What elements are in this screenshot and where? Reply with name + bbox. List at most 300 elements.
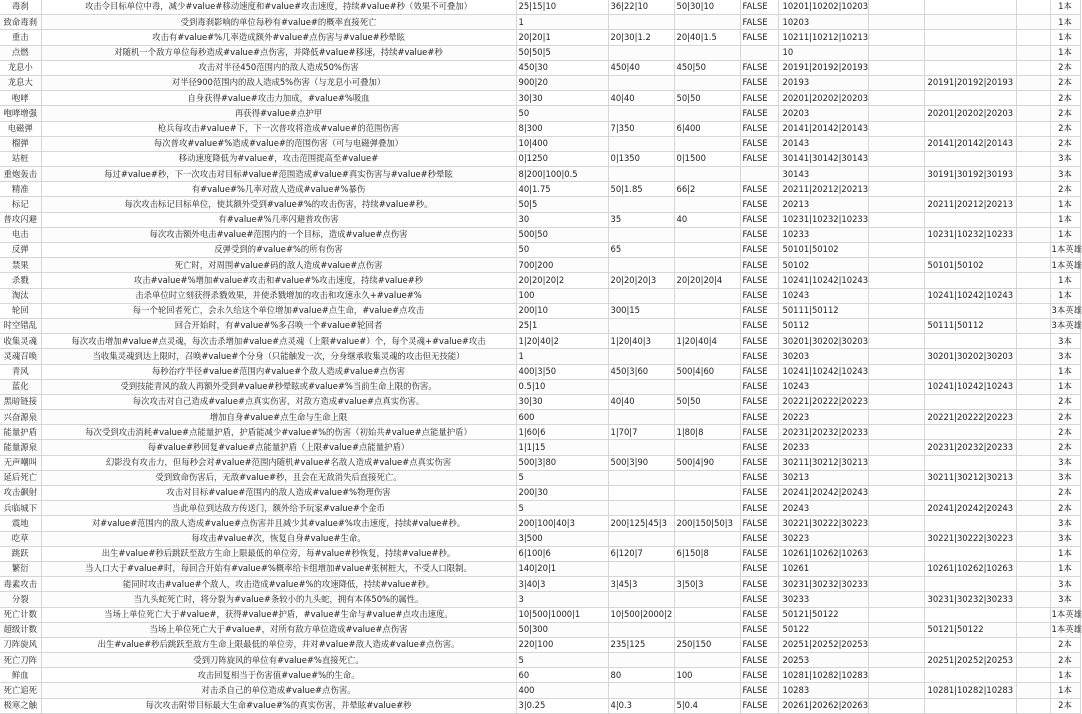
cell[interactable] [608, 486, 674, 501]
cell[interactable]: 50111|50112 [924, 318, 1016, 333]
cell[interactable] [924, 121, 1016, 136]
cell[interactable]: 每一个轮回者死亡，会永久给这个单位增加#value#点生命，#value#点攻击 [41, 303, 516, 318]
cell[interactable]: 200|125|45|3 [608, 516, 674, 531]
cell[interactable] [608, 106, 674, 121]
cell[interactable]: FALSE [740, 349, 778, 364]
cell[interactable]: 100 [516, 288, 608, 303]
cell[interactable]: 40|40 [608, 91, 674, 106]
cell[interactable] [1016, 394, 1050, 409]
cell[interactable]: 3|45|3 [608, 577, 674, 592]
cell[interactable] [924, 394, 1016, 409]
cell[interactable]: 50|5 [516, 197, 608, 212]
cell[interactable] [1016, 546, 1050, 561]
cell[interactable]: FALSE [740, 637, 778, 652]
cell[interactable] [674, 75, 740, 90]
cell[interactable]: 2本 [1050, 410, 1080, 425]
cell[interactable]: 20|20|20|3 [608, 273, 674, 288]
cell[interactable]: FALSE [740, 394, 778, 409]
cell[interactable] [868, 303, 924, 318]
cell[interactable]: FALSE [740, 455, 778, 470]
cell[interactable]: 兴奋源泉 [0, 410, 41, 425]
cell[interactable] [868, 151, 924, 166]
cell[interactable]: 当场上单位死亡大于#value#，对所有敌方单位造成#value#点伤害 [41, 622, 516, 637]
cell[interactable]: 20211|20212|20213 [924, 197, 1016, 212]
cell[interactable] [868, 379, 924, 394]
cell[interactable]: 攻击对半径450范围内的敌人造成50%伤害 [41, 60, 516, 75]
cell[interactable] [608, 531, 674, 546]
cell[interactable] [608, 561, 674, 576]
cell[interactable] [674, 486, 740, 501]
cell[interactable] [674, 531, 740, 546]
cell[interactable]: 每次受到攻击消耗#value#点能量护盾，护盾能减少#value#%的伤害（初始共#value#点能量护盾） [41, 425, 516, 440]
cell[interactable] [868, 45, 924, 60]
cell[interactable]: 受到毒刹影响的单位每秒有#value#的概率直接死亡 [41, 15, 516, 30]
cell[interactable]: 黑暗链接 [0, 394, 41, 409]
cell[interactable]: FALSE [740, 303, 778, 318]
cell[interactable] [868, 182, 924, 197]
cell[interactable]: 20231|20232|20233 [778, 425, 868, 440]
cell[interactable]: 66|2 [674, 182, 740, 197]
cell[interactable]: 死亡时，对周围#value#码的敌人造成#value#点伤害 [41, 258, 516, 273]
cell[interactable]: 40|40 [608, 394, 674, 409]
cell[interactable] [868, 394, 924, 409]
cell[interactable]: 攻击有#value#%几率造成额外#value#点伤害与#value#秒晕眩 [41, 30, 516, 45]
cell[interactable]: 有#value#%几率对敌人造成#value#%暴伤 [41, 182, 516, 197]
cell[interactable]: 3本 [1050, 470, 1080, 485]
cell[interactable]: 0|1250 [516, 151, 608, 166]
cell[interactable]: 3本 [1050, 577, 1080, 592]
cell[interactable]: 自身获得#value#攻击力加成，#value#%吸血 [41, 91, 516, 106]
cell[interactable]: 100 [674, 668, 740, 683]
cell[interactable] [868, 561, 924, 576]
cell[interactable]: 200|30 [516, 486, 608, 501]
cell[interactable] [868, 668, 924, 683]
cell[interactable] [674, 501, 740, 516]
cell[interactable] [868, 349, 924, 364]
cell[interactable]: 1本 [1050, 15, 1080, 30]
cell[interactable]: 攻击飙射 [0, 486, 41, 501]
cell[interactable]: 能量源泉 [0, 440, 41, 455]
cell[interactable] [674, 45, 740, 60]
cell[interactable] [924, 334, 1016, 349]
cell[interactable]: 刀阵旋风 [0, 637, 41, 652]
cell[interactable] [868, 440, 924, 455]
cell[interactable]: 攻击#value#%增加#value#攻击和#value#%攻击速度，持续#value#秒 [41, 273, 516, 288]
cell[interactable]: 50|300 [516, 622, 608, 637]
cell[interactable]: 1|80|8 [674, 425, 740, 440]
cell[interactable]: 5 [516, 470, 608, 485]
cell[interactable]: 50|50 [674, 394, 740, 409]
cell[interactable]: 8|200|100|0.5 [516, 167, 608, 182]
cell[interactable] [1016, 182, 1050, 197]
cell[interactable] [1016, 197, 1050, 212]
cell[interactable] [1016, 668, 1050, 683]
cell[interactable]: 3|40|3 [516, 577, 608, 592]
cell[interactable]: 20141|20142|20143 [924, 136, 1016, 151]
cell[interactable]: 2本 [1050, 501, 1080, 516]
cell[interactable] [924, 0, 1016, 15]
cell[interactable]: 50|1.85 [608, 182, 674, 197]
cell[interactable] [1016, 227, 1050, 242]
cell[interactable]: 5|0.4 [674, 698, 740, 713]
cell[interactable] [868, 531, 924, 546]
cell[interactable]: 20|20|20|4 [674, 273, 740, 288]
cell[interactable] [674, 410, 740, 425]
cell[interactable] [868, 136, 924, 151]
cell[interactable] [1016, 531, 1050, 546]
cell[interactable]: 20223 [778, 410, 868, 425]
cell[interactable]: 60 [516, 668, 608, 683]
cell[interactable]: 1本英雄 [1050, 243, 1080, 258]
cell[interactable]: FALSE [740, 106, 778, 121]
cell[interactable]: 10261|10262|10263 [924, 561, 1016, 576]
cell[interactable]: 20143 [778, 136, 868, 151]
cell[interactable]: FALSE [740, 136, 778, 151]
cell[interactable] [674, 167, 740, 182]
cell[interactable]: 反弹 [0, 243, 41, 258]
cell[interactable]: FALSE [740, 622, 778, 637]
cell[interactable]: 震地 [0, 516, 41, 531]
cell[interactable]: 1本 [1050, 212, 1080, 227]
cell[interactable] [608, 75, 674, 90]
cell[interactable]: 每过#value#秒，下一次攻击对目标#value#范围造成#value#真实伤害与#value#秒晕眩 [41, 167, 516, 182]
cell[interactable]: 6|100|6 [516, 546, 608, 561]
cell[interactable]: FALSE [740, 425, 778, 440]
cell[interactable]: 20201|20202|20203 [924, 106, 1016, 121]
cell[interactable]: 3本 [1050, 349, 1080, 364]
cell[interactable]: 10|500|2000|2 [608, 607, 674, 622]
cell[interactable]: FALSE [740, 182, 778, 197]
cell[interactable] [608, 683, 674, 698]
cell[interactable]: 20261|20262|20263 [778, 698, 868, 713]
cell[interactable]: 20241|20242|20243 [924, 501, 1016, 516]
cell[interactable]: 400|3|50 [516, 364, 608, 379]
cell[interactable]: 20193 [778, 75, 868, 90]
cell[interactable] [608, 227, 674, 242]
cell[interactable]: FALSE [740, 60, 778, 75]
cell[interactable] [1016, 592, 1050, 607]
cell[interactable] [1016, 410, 1050, 425]
cell[interactable]: 10231|10232|10233 [778, 212, 868, 227]
cell[interactable] [868, 273, 924, 288]
cell[interactable] [1016, 243, 1050, 258]
cell[interactable] [868, 637, 924, 652]
cell[interactable]: 出生#value#秒后跳跃至敌方生命上限最低的单位旁，并对#value#敌人造成#value#点伤害。 [41, 637, 516, 652]
cell[interactable]: 50102 [778, 258, 868, 273]
cell[interactable]: 2本 [1050, 425, 1080, 440]
cell[interactable] [868, 592, 924, 607]
cell[interactable]: FALSE [740, 379, 778, 394]
cell[interactable]: 1本英雄 [1050, 607, 1080, 622]
cell[interactable] [1016, 577, 1050, 592]
cell[interactable]: 30|30 [516, 91, 608, 106]
cell[interactable] [674, 197, 740, 212]
cell[interactable] [608, 167, 674, 182]
cell[interactable]: 200|10 [516, 303, 608, 318]
cell[interactable]: 10241|10242|10243 [778, 364, 868, 379]
cell[interactable]: 30211|30212|30213 [778, 455, 868, 470]
cell[interactable]: 繁衍 [0, 561, 41, 576]
cell[interactable]: FALSE [740, 197, 778, 212]
cell[interactable] [608, 288, 674, 303]
cell[interactable]: 30143 [778, 167, 868, 182]
cell[interactable]: 10|500|1000|1 [516, 607, 608, 622]
cell[interactable]: FALSE [740, 698, 778, 713]
cell[interactable] [924, 607, 1016, 622]
cell[interactable]: 重击 [0, 30, 41, 45]
cell[interactable] [924, 60, 1016, 75]
cell[interactable] [1016, 136, 1050, 151]
cell[interactable]: 1|60|6 [516, 425, 608, 440]
cell[interactable]: 20|30|1.2 [608, 30, 674, 45]
cell[interactable]: 1本 [1050, 45, 1080, 60]
cell[interactable]: 10281|10282|10283 [924, 683, 1016, 698]
cell[interactable] [868, 577, 924, 592]
cell[interactable]: 30231|30232|30233 [924, 592, 1016, 607]
cell[interactable]: 20191|20192|20193 [778, 60, 868, 75]
cell[interactable]: FALSE [740, 364, 778, 379]
cell[interactable]: 受到技能青风的敌人再额外受到#value#秒晕眩或#value#%当前生命上限的伤害。 [41, 379, 516, 394]
cell[interactable]: 2本 [1050, 136, 1080, 151]
cell[interactable]: 击杀单位时立刻获得杀戮效果，并使杀戮增加的攻击和攻速永久+#value#% [41, 288, 516, 303]
cell[interactable]: 1|20|40|4 [674, 334, 740, 349]
cell[interactable]: FALSE [740, 212, 778, 227]
cell[interactable]: 受到刀阵旋风的单位有#value#%直接死亡。 [41, 653, 516, 668]
cell[interactable]: FALSE [740, 440, 778, 455]
cell[interactable] [924, 15, 1016, 30]
cell[interactable]: 每攻击#value#次，恢复自身#value#生命。 [41, 531, 516, 546]
cell[interactable]: FALSE [740, 592, 778, 607]
cell[interactable] [1016, 622, 1050, 637]
cell[interactable]: 致命毒刹 [0, 15, 41, 30]
cell[interactable] [608, 379, 674, 394]
cell[interactable]: 死亡计数 [0, 607, 41, 622]
cell[interactable]: 30231|30232|30233 [778, 577, 868, 592]
cell[interactable]: 50 [516, 243, 608, 258]
cell[interactable]: 40 [674, 212, 740, 227]
cell[interactable]: 200|100|40|3 [516, 516, 608, 531]
cell[interactable]: 50111|50112 [778, 303, 868, 318]
cell[interactable]: 450|40 [608, 60, 674, 75]
cell[interactable] [924, 577, 1016, 592]
cell[interactable] [868, 455, 924, 470]
cell[interactable] [924, 30, 1016, 45]
cell[interactable]: 20|40|1.5 [674, 30, 740, 45]
cell[interactable] [674, 227, 740, 242]
cell[interactable] [1016, 698, 1050, 713]
cell[interactable]: 4|0.3 [608, 698, 674, 713]
cell[interactable]: 30223 [778, 531, 868, 546]
cell[interactable]: 500|50 [516, 227, 608, 242]
cell[interactable] [674, 136, 740, 151]
cell[interactable] [868, 364, 924, 379]
cell[interactable] [674, 15, 740, 30]
cell[interactable]: 有#value#%几率闪避普攻伤害 [41, 212, 516, 227]
cell[interactable]: FALSE [740, 410, 778, 425]
cell[interactable]: 每#value#秒回复#value#点能量护盾（上限#value#点能量护盾） [41, 440, 516, 455]
cell[interactable]: 50|30|10 [674, 0, 740, 15]
cell[interactable] [868, 30, 924, 45]
cell[interactable] [868, 470, 924, 485]
cell[interactable]: 禁果 [0, 258, 41, 273]
cell[interactable]: 7|350 [608, 121, 674, 136]
cell[interactable] [608, 622, 674, 637]
cell[interactable]: 每次攻击标记目标单位，使其额外受到#value#%的攻击伤害，持续#value#秒。 [41, 197, 516, 212]
cell[interactable]: 10241|10242|10243 [924, 379, 1016, 394]
cell[interactable]: 5 [516, 501, 608, 516]
cell[interactable]: 10261 [778, 561, 868, 576]
cell[interactable] [1016, 151, 1050, 166]
cell[interactable]: 10241|10242|10243 [924, 288, 1016, 303]
cell[interactable]: 30233 [778, 592, 868, 607]
cell[interactable]: FALSE [740, 501, 778, 516]
cell[interactable]: 极寒之触 [0, 698, 41, 713]
cell[interactable]: 450|3|60 [608, 364, 674, 379]
cell[interactable]: 1 [516, 349, 608, 364]
cell[interactable]: FALSE [740, 75, 778, 90]
cell[interactable] [868, 683, 924, 698]
cell[interactable]: 1本 [1050, 561, 1080, 576]
cell[interactable] [868, 197, 924, 212]
cell[interactable]: 6|400 [674, 121, 740, 136]
cell[interactable]: 30201|30202|30203 [778, 334, 868, 349]
cell[interactable]: 点燃 [0, 45, 41, 60]
cell[interactable]: 2本 [1050, 91, 1080, 106]
cell[interactable] [1016, 303, 1050, 318]
cell[interactable]: 1本 [1050, 0, 1080, 15]
cell[interactable] [1016, 486, 1050, 501]
cell[interactable]: 枪兵每攻击#value#下，下一次普攻将造成#value#的范围伤害 [41, 121, 516, 136]
cell[interactable] [608, 136, 674, 151]
cell[interactable] [868, 486, 924, 501]
cell[interactable]: 500|3|80 [516, 455, 608, 470]
cell[interactable]: 450|50 [674, 60, 740, 75]
cell[interactable]: 6|120|7 [608, 546, 674, 561]
cell[interactable]: 幻影没有攻击力，但每秒会对#value#范围内随机#value#名敌人造成#value#点真实伤害 [41, 455, 516, 470]
cell[interactable]: 300|15 [608, 303, 674, 318]
cell[interactable]: 2本 [1050, 394, 1080, 409]
cell[interactable] [924, 364, 1016, 379]
cell[interactable]: 1|70|7 [608, 425, 674, 440]
cell[interactable]: FALSE [740, 561, 778, 576]
cell[interactable] [868, 75, 924, 90]
cell[interactable] [1016, 637, 1050, 652]
cell[interactable] [1016, 379, 1050, 394]
cell[interactable] [868, 410, 924, 425]
cell[interactable]: 200|150|50|3 [674, 516, 740, 531]
cell[interactable]: 2本 [1050, 182, 1080, 197]
cell[interactable]: 20221|20222|20223 [924, 410, 1016, 425]
cell[interactable] [674, 288, 740, 303]
cell[interactable]: 死亡追死 [0, 683, 41, 698]
cell[interactable] [868, 60, 924, 75]
cell[interactable]: 移动速度降低为#value#，攻击范围提高至#value# [41, 151, 516, 166]
cell[interactable]: FALSE [740, 273, 778, 288]
cell[interactable] [924, 486, 1016, 501]
cell[interactable] [608, 15, 674, 30]
cell[interactable] [608, 470, 674, 485]
cell[interactable]: FALSE [740, 683, 778, 698]
cell[interactable]: 10243 [778, 288, 868, 303]
cell[interactable] [1016, 318, 1050, 333]
cell[interactable]: 20221|20222|20223 [778, 394, 868, 409]
cell[interactable]: 毒素攻击 [0, 577, 41, 592]
cell[interactable]: 出生#value#秒后跳跃至敌方生命上限最低的单位旁，每#value#秒恢复，持续#value#秒。 [41, 546, 516, 561]
cell[interactable]: 对随机一个敌方单位每秒造成#value#点伤害，并降低#value#移速，持续#value#秒 [41, 45, 516, 60]
cell[interactable] [674, 440, 740, 455]
cell[interactable] [924, 45, 1016, 60]
cell[interactable]: FALSE [740, 334, 778, 349]
cell[interactable]: 1|20|40|3 [608, 334, 674, 349]
cell[interactable]: FALSE [740, 91, 778, 106]
cell[interactable]: 8|300 [516, 121, 608, 136]
cell[interactable] [868, 0, 924, 15]
cell[interactable]: 30221|30222|30223 [924, 531, 1016, 546]
cell[interactable]: 20213 [778, 197, 868, 212]
cell[interactable]: 轮回 [0, 303, 41, 318]
cell[interactable] [1016, 334, 1050, 349]
cell[interactable]: 收集灵魂 [0, 334, 41, 349]
cell[interactable]: 0|1500 [674, 151, 740, 166]
cell[interactable]: FALSE [740, 0, 778, 15]
cell[interactable] [868, 212, 924, 227]
cell[interactable] [1016, 212, 1050, 227]
cell[interactable] [924, 212, 1016, 227]
cell[interactable]: FALSE [740, 121, 778, 136]
cell[interactable]: 50121|50122 [778, 607, 868, 622]
cell[interactable] [1016, 121, 1050, 136]
cell[interactable]: 延后死亡 [0, 470, 41, 485]
cell[interactable] [868, 288, 924, 303]
cell[interactable]: 10 [778, 45, 868, 60]
cell[interactable]: 2本 [1050, 653, 1080, 668]
cell[interactable]: 30213 [778, 470, 868, 485]
cell[interactable]: 500|4|90 [674, 455, 740, 470]
cell[interactable]: 龙息大 [0, 75, 41, 90]
cell[interactable]: FALSE [740, 486, 778, 501]
cell[interactable] [608, 197, 674, 212]
cell[interactable]: 10231|10232|10233 [924, 227, 1016, 242]
cell[interactable]: 当此单位到达敌方传送门，额外给予玩家#value#个金币 [41, 501, 516, 516]
cell[interactable]: 3本英雄 [1050, 318, 1080, 333]
cell[interactable]: 1本 [1050, 668, 1080, 683]
cell[interactable]: 对半径900范围内的敌人造成5%伤害（与龙息小可叠加） [41, 75, 516, 90]
cell[interactable]: 当人口大于#value#时，每回合开始有#value#%概率给卡组增加#value#张树桩大，不受人口限制。 [41, 561, 516, 576]
cell[interactable] [924, 668, 1016, 683]
cell[interactable]: 30 [516, 212, 608, 227]
cell[interactable]: 3本英雄 [1050, 303, 1080, 318]
cell[interactable]: 吃草 [0, 531, 41, 546]
cell[interactable]: 20243 [778, 501, 868, 516]
cell[interactable]: FALSE [740, 668, 778, 683]
cell[interactable] [1016, 91, 1050, 106]
cell[interactable]: 攻击令目标单位中毒，减少#value#移动速度和#value#攻击速度，持续#value#秒（效果不可叠加） [41, 0, 516, 15]
cell[interactable] [1016, 30, 1050, 45]
cell[interactable]: 对#value#范围内的敌人造成#value#点伤害并且减少其#value#%攻击速度，持续#value#秒。 [41, 516, 516, 531]
cell[interactable] [924, 698, 1016, 713]
cell[interactable] [868, 607, 924, 622]
cell[interactable]: 站桩 [0, 151, 41, 166]
cell[interactable]: 80 [608, 668, 674, 683]
cell[interactable]: 65 [608, 243, 674, 258]
cell[interactable] [1016, 683, 1050, 698]
cell[interactable] [868, 258, 924, 273]
cell[interactable] [924, 516, 1016, 531]
cell[interactable] [674, 258, 740, 273]
cell[interactable]: FALSE [740, 243, 778, 258]
cell[interactable]: FALSE [740, 546, 778, 561]
cell[interactable]: 3 [516, 592, 608, 607]
